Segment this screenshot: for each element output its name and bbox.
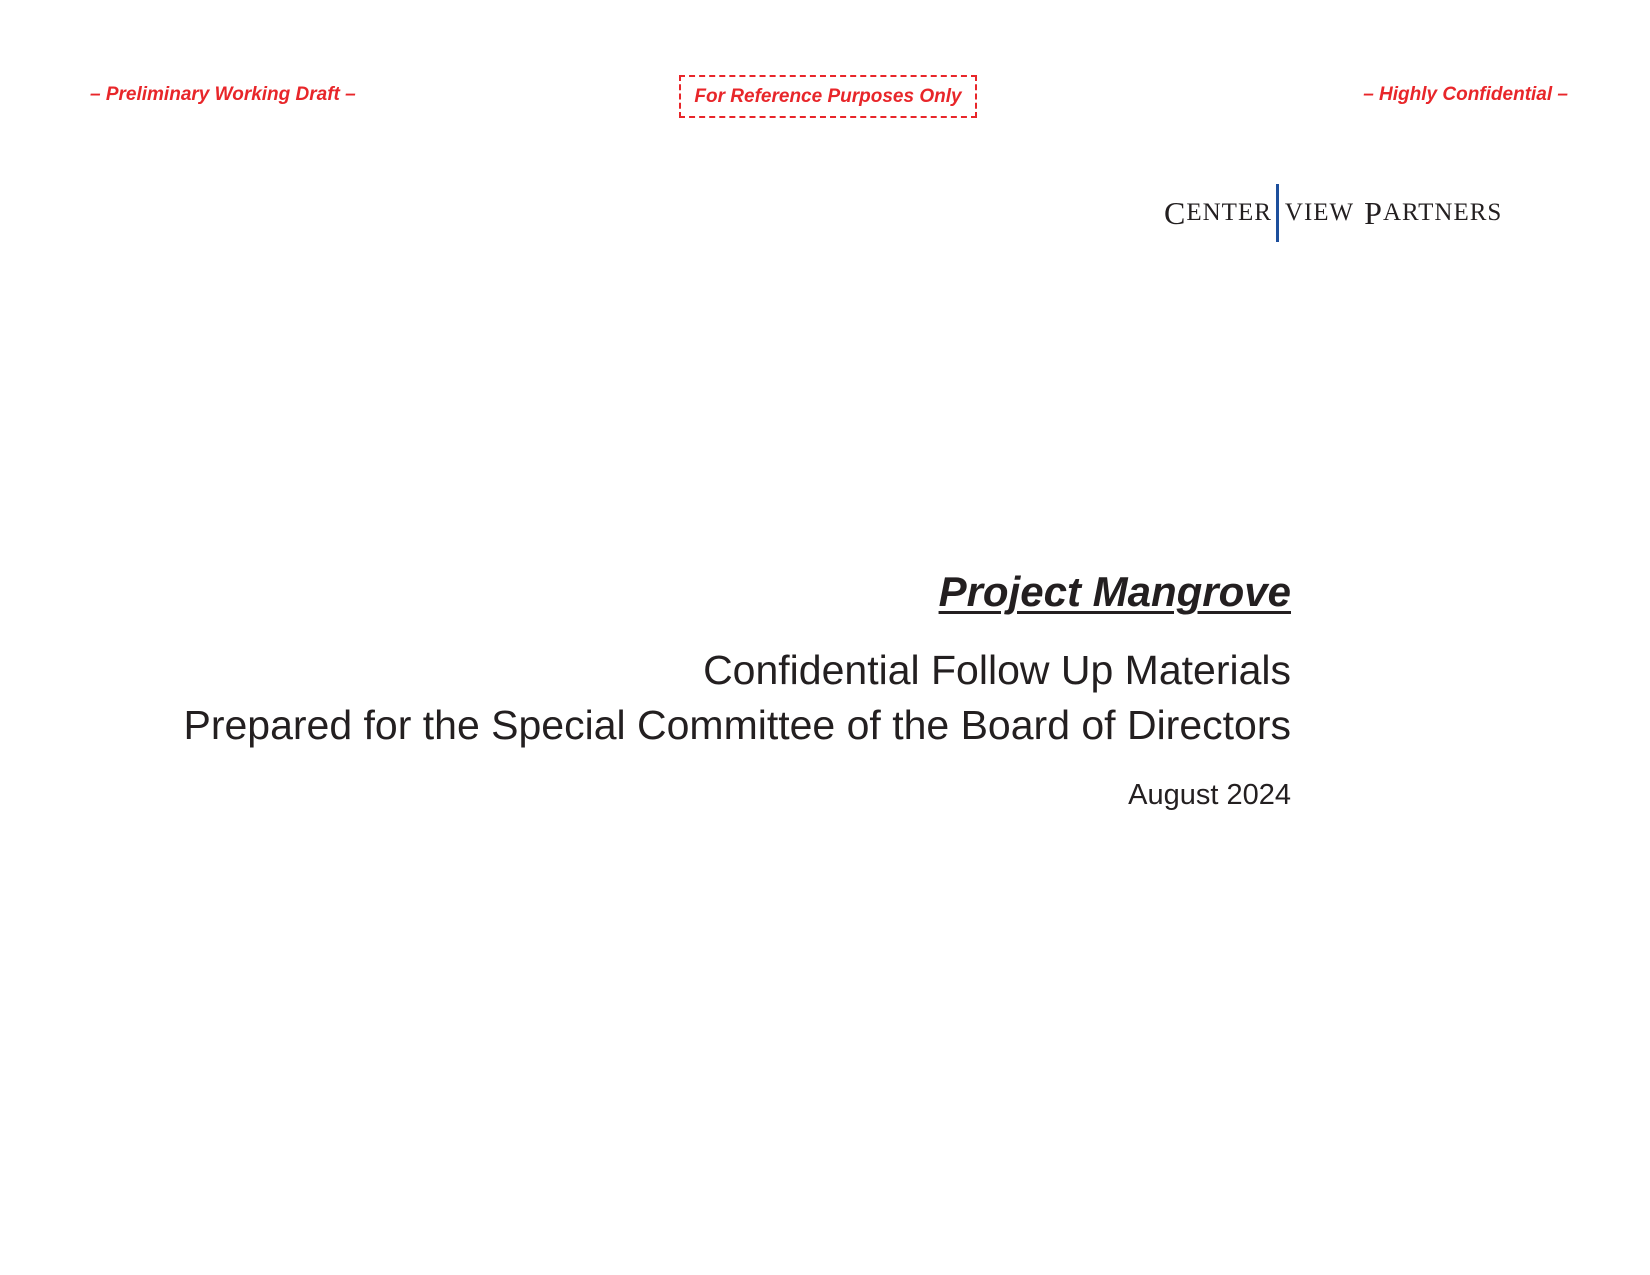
preliminary-draft-marker: – Preliminary Working Draft –	[90, 84, 356, 105]
project-title: Project Mangrove	[938, 568, 1291, 615]
logo-word-partners: ARTNERS	[1382, 199, 1503, 226]
logo-word-center: ENTER	[1186, 199, 1272, 226]
logo-divider	[1276, 184, 1279, 242]
logo-word-view: VIEW	[1284, 199, 1355, 226]
cover-title-block	[183, 562, 1291, 815]
logo-letter-p: P	[1364, 194, 1383, 231]
reference-purposes-box	[679, 75, 977, 118]
reference-purposes-label: For Reference Purposes Only	[694, 85, 962, 107]
document-date: August 2024	[1128, 779, 1291, 811]
highly-confidential-marker: – Highly Confidential –	[1363, 84, 1568, 105]
subtitle-line-1: Confidential Follow Up Materials	[703, 647, 1291, 693]
centerview-partners-logo	[1164, 184, 1502, 242]
subtitle-line-2: Prepared for the Special Committee of the Board of Directors	[183, 702, 1291, 748]
logo-letter-c: C	[1164, 194, 1187, 231]
